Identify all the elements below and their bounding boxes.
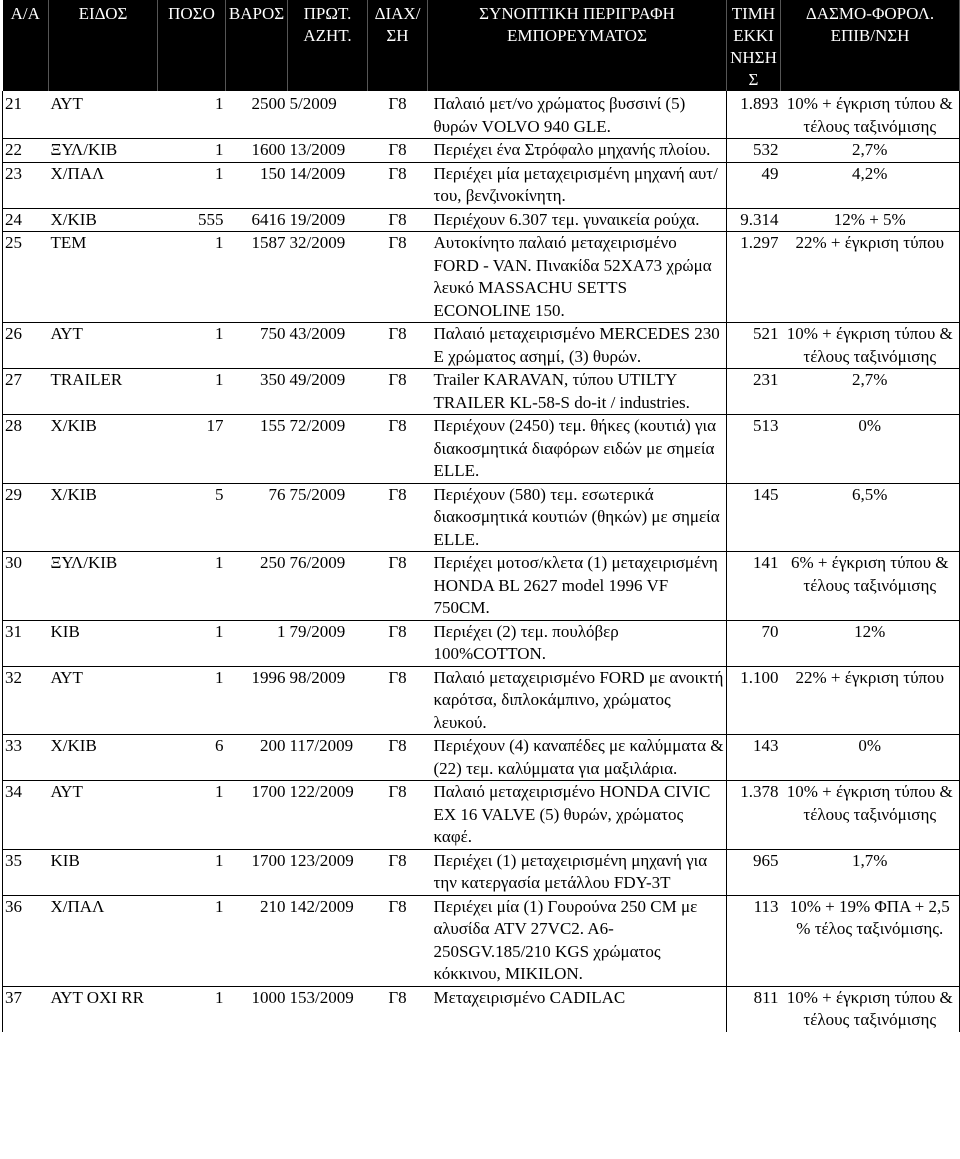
cell-type: ΑΥΤ: [50, 782, 83, 801]
header-desc: ΣΥΝΟΠΤΙΚΗ ΠΕΡΙΓΡΑΦΗ ΕΜΠΟΡΕΥΜΑΤΟΣ: [428, 0, 727, 91]
cell-aa: 31: [3, 620, 49, 666]
cell-ref: 79/2009: [289, 621, 346, 641]
cell-dest: Γ8: [388, 736, 407, 755]
cell-weight: 1700: [251, 782, 286, 801]
cell-dest: Γ8: [388, 987, 407, 1007]
cell-qty: 555: [198, 209, 224, 229]
table-row: [3, 735, 960, 781]
cell-description: Παλαιό μεταχειρισμένο FORD με ανοικτή καρότσα, διπλοκάμπινο, χρώματος λευκού.: [428, 666, 727, 735]
cell-qty: 5: [215, 484, 224, 504]
cell-aa: 21: [3, 91, 49, 139]
cell-weight: 1700: [251, 850, 286, 870]
table-row: [3, 620, 960, 666]
cell-duty: 4,2%: [781, 162, 960, 208]
cell-ref: 32/2009: [289, 233, 346, 252]
cell-value: 1.378: [740, 782, 779, 801]
cell-value: 521: [753, 324, 779, 343]
cell-description: Περιέχουν (580) τεμ. εσωτερικά διακοσμητικά κουτιών (θηκών) με σημεία ELLE.: [428, 483, 727, 552]
cell-value: 532: [753, 140, 779, 159]
cell-value: 49: [761, 163, 779, 183]
cell-weight: 155: [260, 416, 286, 435]
cell-ref: 72/2009: [289, 416, 346, 435]
table-row: [3, 139, 960, 163]
table-row: [3, 369, 960, 415]
header-weight: ΒΑΡΟΣ: [226, 0, 288, 91]
table-row: [3, 849, 960, 895]
header-type: ΕΙΔΟΣ: [49, 0, 158, 91]
cell-description: Αυτοκίνητο παλαιό μεταχειρισμένο FORD - VAN. Πινακίδα 52ΧΑ73 χρώμα λευκό MASSACHU SETTS ECONOLINE 150.: [428, 232, 727, 323]
cell-qty: 1: [215, 667, 224, 687]
cell-dest: Γ8: [388, 94, 407, 113]
cell-qty: 1: [215, 850, 224, 870]
cell-type: ΚΙΒ: [50, 621, 80, 641]
cell-duty: 10% + έγκριση τύπου & τέλους ταξινόμισης: [781, 781, 960, 850]
cell-qty: 1: [215, 987, 224, 1007]
cell-type: Χ/ΠΑΛ: [50, 163, 105, 183]
auction-goods-table: [2, 0, 960, 1032]
cell-qty: 17: [206, 416, 224, 435]
cell-dest: Γ8: [388, 850, 407, 870]
cell-ref: 14/2009: [289, 163, 346, 183]
cell-value: 113: [753, 896, 779, 916]
cell-description: Περιέχουν 6.307 τεμ. γυναικεία ρούχα.: [428, 208, 727, 232]
cell-aa: 26: [3, 323, 49, 369]
cell-qty: 1: [215, 94, 224, 113]
cell-value: 145: [753, 484, 779, 504]
table-row: [3, 986, 960, 1032]
header-qty: ΠΟΣΟ: [158, 0, 226, 91]
cell-aa: 37: [3, 986, 49, 1032]
cell-type: Χ/ΚΙΒ: [50, 209, 97, 229]
cell-weight: 350: [260, 370, 286, 389]
cell-dest: Γ8: [388, 370, 407, 389]
cell-duty: 0%: [781, 415, 960, 484]
cell-type: ΑΥΤ: [50, 324, 83, 343]
cell-dest: Γ8: [388, 896, 407, 916]
cell-qty: 1: [215, 621, 224, 641]
cell-description: Παλαιό μετ/νο χρώματος βυσσινί (5) θυρών VOLVO 940 GLE.: [428, 91, 727, 139]
cell-description: Περιέχει (1) μεταχειρισμένη μηχανή για την κατεργασία μετάλλου FDY-3T: [428, 849, 727, 895]
cell-qty: 1: [215, 553, 224, 572]
cell-ref: 13/2009: [289, 140, 346, 159]
table-row: [3, 415, 960, 484]
header-value: ΤΙΜΗ ΕΚΚΙ ΝΗΣΗ Σ: [727, 0, 781, 91]
cell-aa: 30: [3, 552, 49, 621]
cell-weight: 1000: [251, 987, 286, 1007]
cell-dest: Γ8: [388, 324, 407, 343]
cell-value: 1.100: [740, 667, 779, 687]
cell-ref: 19/2009: [289, 209, 346, 229]
cell-qty: 1: [215, 140, 224, 159]
header-aa: Α/Α: [3, 0, 49, 91]
table-row: [3, 552, 960, 621]
table-row: [3, 666, 960, 735]
cell-ref: 153/2009: [289, 987, 354, 1007]
cell-ref: 123/2009: [289, 850, 354, 870]
cell-value: 1.297: [740, 233, 779, 252]
cell-duty: 0%: [781, 735, 960, 781]
cell-ref: 117/2009: [289, 736, 354, 755]
cell-qty: 1: [215, 782, 224, 801]
cell-value: 143: [753, 736, 779, 755]
cell-weight: 2500: [251, 94, 286, 113]
cell-type: ΑΥΤ: [50, 94, 83, 113]
cell-duty: 10% + έγκριση τύπου & τέλους ταξινόμισης: [781, 91, 960, 139]
cell-value: 513: [753, 416, 779, 435]
cell-weight: 1996: [251, 667, 286, 687]
cell-description: Περιέχουν (2450) τεμ. θήκες (κουτιά) για διακοσμητικά διαφόρων ειδών με σημεία ELLE.: [428, 415, 727, 484]
cell-qty: 6: [215, 736, 224, 755]
table-row: [3, 162, 960, 208]
table-body: [3, 91, 960, 1032]
cell-weight: 6416: [251, 209, 286, 229]
cell-aa: 25: [3, 232, 49, 323]
cell-ref: 43/2009: [289, 324, 346, 343]
cell-type: ΞΥΛ/ΚΙΒ: [50, 553, 118, 572]
cell-duty: 6,5%: [781, 483, 960, 552]
cell-type: Χ/ΚΙΒ: [50, 736, 97, 755]
cell-aa: 29: [3, 483, 49, 552]
cell-description: Trailer KARAVAN, τύπου UTILTY TRAILER KL-58-S do-it / industries.: [428, 369, 727, 415]
cell-type: ΞΥΛ/ΚΙΒ: [50, 140, 118, 159]
cell-type: Χ/ΚΙΒ: [50, 484, 97, 504]
cell-ref: 5/2009: [289, 94, 337, 113]
cell-weight: 750: [260, 324, 286, 343]
cell-ref: 98/2009: [289, 667, 346, 687]
cell-dest: Γ8: [388, 233, 407, 252]
cell-ref: 76/2009: [289, 553, 346, 572]
cell-duty: 2,7%: [781, 139, 960, 163]
table-row: [3, 91, 960, 139]
cell-duty: 22% + έγκριση τύπου: [781, 232, 960, 323]
cell-description: Παλαιό μεταχειρισμένο HONDA CIVIC EX 16 VALVE (5) θυρών, χρώματος καφέ.: [428, 781, 727, 850]
cell-dest: Γ8: [388, 484, 407, 504]
cell-value: 811: [753, 987, 779, 1007]
cell-type: ΚΙΒ: [50, 850, 80, 870]
cell-aa: 32: [3, 666, 49, 735]
cell-duty: 2,7%: [781, 369, 960, 415]
cell-description: Περιέχουν (4) καναπέδες με καλύμματα & (22) τεμ. καλύμματα για μαξιλάρια.: [428, 735, 727, 781]
cell-dest: Γ8: [388, 782, 407, 801]
cell-weight: 1587: [251, 233, 286, 252]
cell-description: Περιέχει ένα Στρόφαλο μηχανής πλοίου.: [428, 139, 727, 163]
cell-qty: 1: [215, 324, 224, 343]
cell-weight: 250: [260, 553, 286, 572]
cell-duty: 12% + 5%: [781, 208, 960, 232]
cell-weight: 1600: [251, 140, 286, 159]
cell-qty: 1: [215, 370, 224, 389]
cell-qty: 1: [215, 163, 224, 183]
cell-ref: 75/2009: [289, 484, 346, 504]
cell-type: Χ/ΠΑΛ: [50, 896, 105, 916]
cell-type: Χ/ΚΙΒ: [50, 416, 97, 435]
cell-type: ΤΕΜ: [50, 233, 87, 252]
cell-duty: 10% + έγκριση τύπου & τέλους ταξινόμισης: [781, 986, 960, 1032]
cell-aa: 35: [3, 849, 49, 895]
cell-aa: 22: [3, 139, 49, 163]
cell-duty: 10% + 19% ΦΠΑ + 2,5 % τέλος ταξινόμισης.: [781, 895, 960, 986]
cell-dest: Γ8: [388, 553, 407, 572]
cell-duty: 12%: [781, 620, 960, 666]
cell-aa: 27: [3, 369, 49, 415]
cell-qty: 1: [215, 233, 224, 252]
cell-aa: 23: [3, 162, 49, 208]
table-row: [3, 895, 960, 986]
cell-weight: 76: [268, 484, 286, 504]
cell-description: Παλαιό μεταχειρισμένο MERCEDES 230 E χρώματος ασημί, (3) θυρών.: [428, 323, 727, 369]
cell-duty: 6% + έγκριση τύπου & τέλους ταξινόμισης: [781, 552, 960, 621]
cell-description: Περιέχει μία (1) Γουρούνα 250 CM με αλυσίδα ATV 27VC2. A6-250SGV.185/210 KGS χρώματος κόκκινου, MIKILON.: [428, 895, 727, 986]
cell-ref: 122/2009: [289, 782, 354, 801]
cell-aa: 36: [3, 895, 49, 986]
cell-dest: Γ8: [388, 140, 407, 159]
cell-value: 1.893: [740, 94, 779, 113]
table-row: [3, 208, 960, 232]
cell-value: 965: [753, 850, 779, 870]
cell-dest: Γ8: [388, 163, 407, 183]
table-row: [3, 232, 960, 323]
cell-weight: 210: [260, 896, 286, 916]
cell-ref: 142/2009: [289, 896, 354, 916]
cell-aa: 33: [3, 735, 49, 781]
cell-aa: 24: [3, 208, 49, 232]
cell-dest: Γ8: [388, 621, 407, 641]
cell-type: ΑΥΤ ΟΧΙ RR: [50, 987, 144, 1007]
cell-weight: 200: [260, 736, 286, 755]
table-row: [3, 483, 960, 552]
cell-dest: Γ8: [388, 416, 407, 435]
cell-type: ΑΥΤ: [50, 667, 83, 687]
cell-dest: Γ8: [388, 667, 407, 687]
cell-value: 9.314: [740, 209, 779, 229]
cell-description: Μεταχειρισμένο CADILAC: [428, 986, 727, 1032]
cell-type: TRAILER: [50, 370, 123, 389]
cell-aa: 28: [3, 415, 49, 484]
table-row: [3, 323, 960, 369]
cell-value: 141: [753, 553, 779, 572]
cell-value: 70: [761, 621, 779, 641]
cell-description: Περιέχει μία μεταχειρισμένη μηχανή αυτ/του, βενζινοκίνητη.: [428, 162, 727, 208]
cell-description: Περιέχει μοτοσ/κλετα (1) μεταχειρισμένη HONDA BL 2627 model 1996 VF 750CM.: [428, 552, 727, 621]
table-row: [3, 781, 960, 850]
cell-ref: 49/2009: [289, 370, 346, 389]
header-dest: ΔΙΑΧ/ ΣΗ: [368, 0, 428, 91]
cell-qty: 1: [215, 896, 224, 916]
cell-aa: 34: [3, 781, 49, 850]
cell-duty: 1,7%: [781, 849, 960, 895]
cell-duty: 22% + έγκριση τύπου: [781, 666, 960, 735]
cell-duty: 10% + έγκριση τύπου & τέλους ταξινόμισης: [781, 323, 960, 369]
header-duty: ΔΑΣΜΟ-ΦΟΡΟΛ. ΕΠΙΒ/ΝΣΗ: [781, 0, 960, 91]
cell-weight: 1: [277, 621, 286, 641]
header-ref: ΠΡΩΤ. ΑΖΗΤ.: [288, 0, 368, 91]
table-header: [3, 0, 960, 91]
cell-weight: 150: [260, 163, 286, 183]
cell-value: 231: [753, 370, 779, 389]
cell-description: Περιέχει (2) τεμ. πουλόβερ 100%COTTON.: [428, 620, 727, 666]
cell-dest: Γ8: [388, 209, 407, 229]
